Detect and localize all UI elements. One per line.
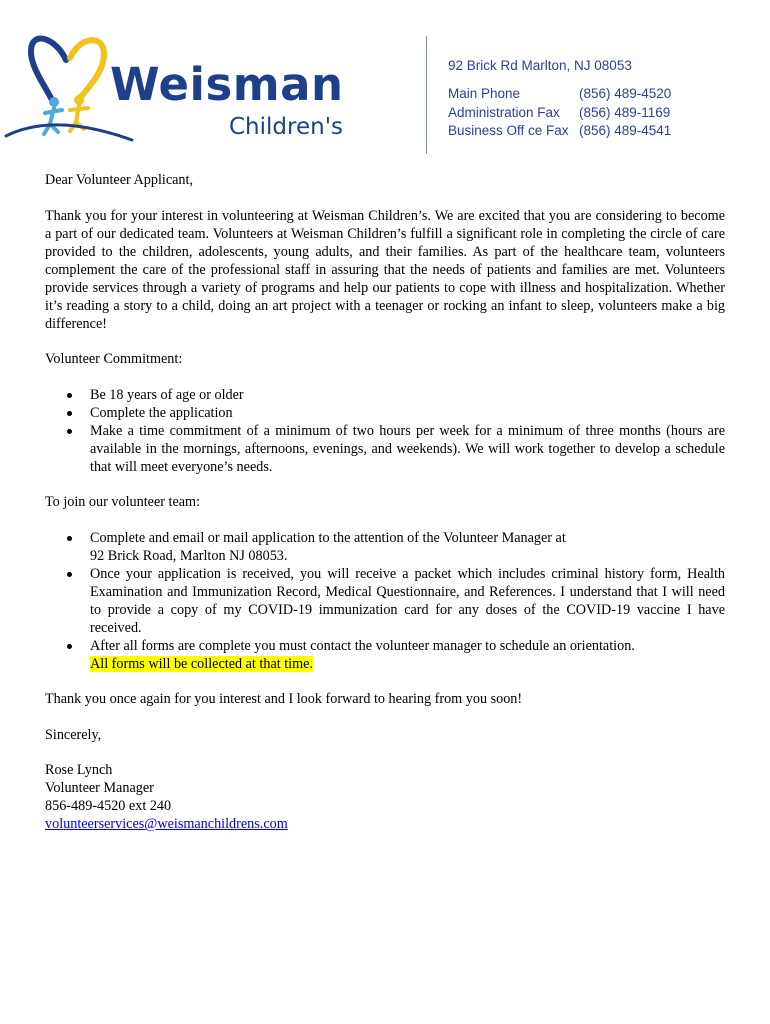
contact-label: Main Phone	[448, 86, 521, 101]
signer-phone: 856-489-4520 ext 240	[45, 798, 172, 814]
join-list	[45, 529, 725, 673]
contact-value: (856) 489-4520	[579, 86, 672, 101]
greeting: Dear Volunteer Applicant,	[45, 172, 194, 188]
list-item: Complete the application	[45, 404, 725, 422]
contact-block	[448, 58, 748, 141]
list-item: Make a time commitment of a minimum of two hours per week for a minimum of three months (hours are available in the mornings, afternoons, evenings, and weekends). We will work together to develop a schedule that will meet everyone’s needs.	[45, 422, 725, 476]
signer-title: Volunteer Manager	[45, 780, 154, 796]
closing-thanks: Thank you once again for you interest and I look forward to hearing from you soon!	[45, 691, 523, 707]
email-link[interactable]: volunteerservices@weismanchildrens.com	[45, 816, 288, 832]
list-item	[45, 529, 725, 565]
letter-body	[45, 171, 725, 833]
commitment-list	[45, 386, 725, 476]
list-item-text: Complete and email or mail application to the attention of the Volunteer Manager at	[90, 529, 566, 546]
logo-wordmark: Weisman	[110, 58, 344, 111]
contact-label: Business Off ce Fax	[448, 123, 569, 138]
header-divider	[426, 36, 427, 154]
commitment-heading: Volunteer Commitment:	[45, 351, 183, 367]
contact-value: (856) 489-1169	[579, 104, 671, 120]
list-item: Be 18 years of age or older	[45, 386, 725, 404]
logo-subtitle: Children's	[229, 114, 344, 140]
signature-block	[45, 761, 725, 833]
intro-paragraph: Thank you for your interest in volunteering at Weisman Children’s. We are excited that you are considering to become a part of our dedicated team. Volunteers at Weisman Children’s fulfill a significant role in completing the circle of care provided to the children, adolescents, young adults, and their families. As part of the healthcare team, volunteers complement the care of the professional staff in assuring that the needs of patients and families are met. Volunteers provide services through a variety of programs and help our patients to cope with illness and hospitalization. Whether it’s reading a story to a child, doing an art project with a teenager or rocking an infant to sleep, volunteers make a big difference!	[45, 207, 725, 332]
contact-row	[448, 85, 748, 104]
list-item	[45, 637, 725, 673]
list-item: Once your application is received, you will receive a packet which includes criminal history form, Health Examination and Immunization Record, Medical Questionnaire, and References. I understand that I will need to provide a copy of my COVID-19 immunization card for any doses of the COVID-19 vaccine I have received.	[45, 565, 725, 637]
contact-label: Administration Fax	[448, 104, 560, 120]
contact-row	[448, 104, 748, 123]
highlighted-note: All forms will be collected at that time.	[90, 655, 313, 672]
contact-row	[448, 122, 748, 141]
sign-off: Sincerely,	[45, 726, 102, 743]
contact-address: 92 Brick Rd Marlton, NJ 08053	[448, 58, 632, 73]
list-item-text: After all forms are complete you must contact the volunteer manager to schedule an orientation.	[90, 637, 635, 654]
contact-value: (856) 489-4541	[579, 123, 672, 138]
join-heading: To join our volunteer team:	[45, 494, 201, 510]
signer-name: Rose Lynch	[45, 762, 113, 778]
list-item-address: 92 Brick Road, Marlton NJ 08053.	[90, 547, 288, 564]
letterhead	[0, 0, 770, 165]
